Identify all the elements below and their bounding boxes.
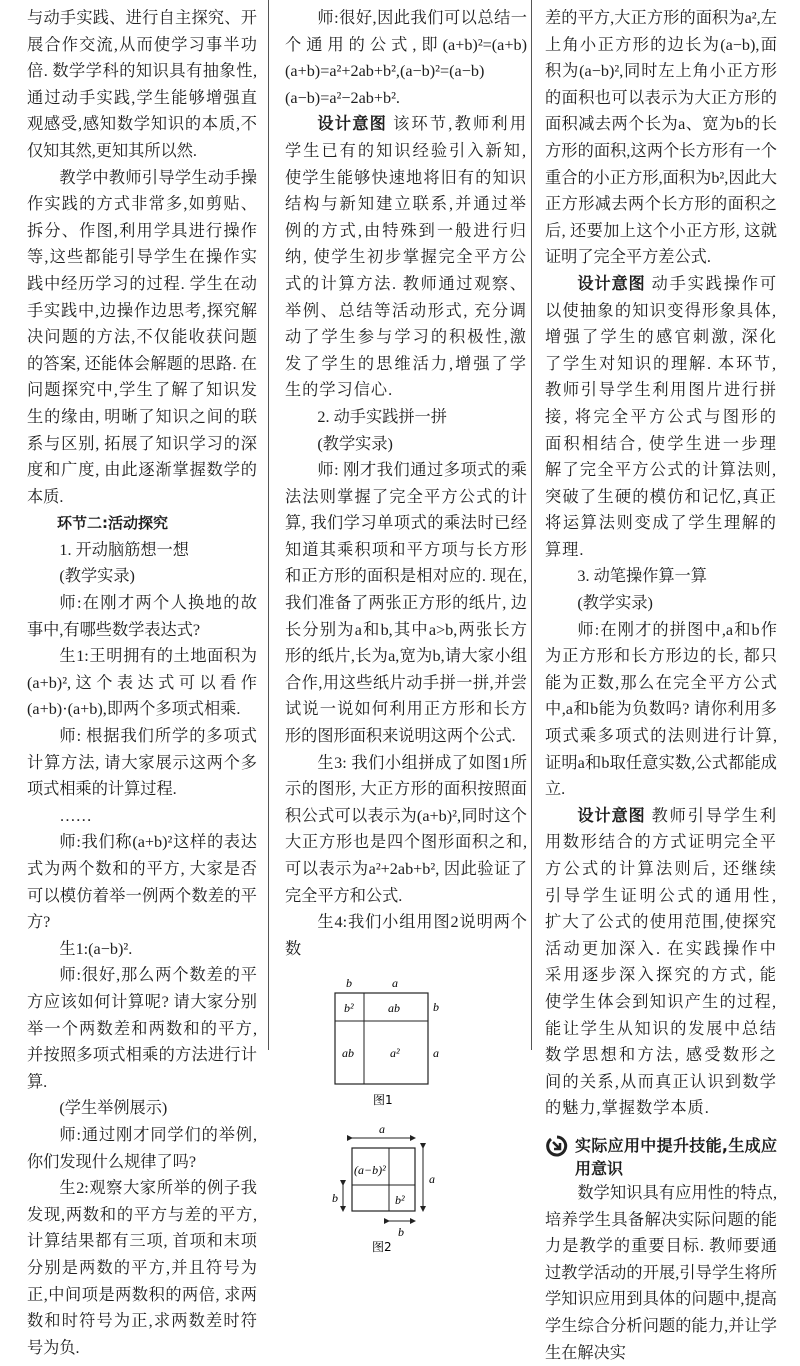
paragraph: 师:很好,因此我们可以总结一个通用的公式,即(a+b)²=(a+b)(a+b)=a²+2ab+b²,(a−b)²=(a−b)(a−b)=a²−2ab+b².: [285, 9, 527, 107]
paragraph: 数学知识具有应用性的特点,培养学生具备解决实际问题的能力是教学的重要目标. 教师要通过教学活动的开展,引导学生将所学知识应用到具体的问题中,提高学生综合分析问题的能力,并让学生在解决实: [545, 1183, 777, 1362]
fig1-cell-ab-left: ab: [342, 1046, 354, 1061]
fig2-caption: 图2: [372, 1240, 392, 1255]
design-intent: [545, 803, 777, 1122]
paragraph: 师:在刚才两个人换地的故事中,有哪些数学表达式?: [27, 594, 257, 639]
figure-1: [320, 972, 450, 1112]
design-intent-label: 设计意图: [577, 273, 646, 293]
design-intent: [545, 271, 777, 564]
paragraph: 生1:(a−b)².: [59, 939, 133, 958]
design-intent-text: 教师引导学生利用数形结合的方式证明完全平方公式的计算法则后, 还继续引导学生证明公式的通用性, 扩大了公式的使用范围,使探究活动更加深入. 在实践操作中采用逐步深入探究的方式, 能使学生体会到知识产生的过程, 能让学生从知识的发展中总结数学思想和方法, 感受数形之间的关系,从而真正认识到数学的魅力,掌握数学本质.: [545, 806, 778, 1118]
fig2-label-bottom-b: b: [398, 1225, 404, 1240]
paragraph: 师:在刚才的拼图中,a和b作为正方形和长方形边的长, 都只能为正数,那么在完全平方公式中,a和b能为负数吗? 请你利用多项式乘多项式的法则进行计算, 证明a和b取任意实数,公式都能成立.: [545, 620, 777, 799]
column-3: [545, 5, 777, 1366]
fig1-cell-a2: a²: [390, 1046, 400, 1061]
ellipsis: ……: [59, 806, 92, 825]
paragraph: 师:通过刚才同学们的举例,你们发现什么规律了吗?: [27, 1125, 257, 1171]
fig1-label-top-b: b: [346, 976, 352, 991]
design-intent-label: 设计意图: [577, 805, 646, 825]
paragraph: 与动手实践、进行自主探究、开展合作交流,从而使学习事半功倍. 数学学科的知识具有抽象性, 通过动手实践,学生能够增强直观感受,感知数学知识的本质,不仅知其然,更知其所以然.: [27, 9, 257, 160]
fig1-label-right-b: b: [433, 1000, 439, 1015]
paragraph: 师:我们称(a+b)²这样的表达式为两个数和的平方, 大家是否可以模仿着举一例两个数差的平方?: [27, 833, 257, 932]
design-intent-text: 动手实践操作可以使抽象的知识变得形象具体, 增强了学生的感官刺激, 深化了学生对知识的理解. 本环节,教师引导学生利用图片进行拼接, 将完全平方公式与图形的面积相结合, 使学生进一步理解了完全平方公式的计算法则,突破了生硬的模仿和记忆,真正将运算法则变成了学生理解的算理.: [545, 274, 778, 559]
fig1-label-top-a: a: [392, 976, 398, 991]
fig2-label-top-a: a: [379, 1122, 385, 1137]
section-title: [545, 1134, 777, 1180]
fig2-label-left-b: b: [332, 1191, 338, 1206]
design-intent-label: 设计意图: [317, 114, 388, 134]
column-2: [285, 5, 527, 1256]
paragraph: (学生举例展示): [59, 1099, 168, 1118]
fig2-cell-amb2: (a−b)²: [354, 1163, 386, 1178]
record-label: (教学实录): [577, 594, 653, 613]
design-intent-text: 该环节,教师利用学生已有的知识经验引入新知, 使学生能够快速地将旧有的知识结构与新知建立联系,并通过举例的方式,由特殊到一般进行归纳, 使学生初步掌握完全平方公式的计算方法. 教师通过观察、举例、总结等活动形式, 充分调动了学生参与学习的积极性,激发了学生的思维活力,增强了学生的学习信心.: [285, 115, 528, 400]
fig2-label-right-a: a: [429, 1172, 435, 1187]
record-label: (教学实录): [317, 434, 393, 453]
paragraph: 师:很好,那么两个数差的平方应该如何计算呢? 请大家分别举一个两数差和两数和的平方, 并按照多项式相乘的方法进行计算.: [27, 966, 257, 1091]
paragraph: 教学中教师引导学生动手操作实践的方式非常多,如剪贴、拆分、作图,利用学具进行操作等,这些都能引导学生在操作实践中经历学习的过程. 学生在动手实践中,边操作边思考,探究解决问题的方法,不仅能收获问题的答案, 还能体会解题的思路. 在问题探究中,学生了解了知识发生的缘由, 明晰了知识之间的联系与区别, 拓展了知识学习的深度和广度, 由此逐渐掌握数学的本质.: [27, 168, 257, 506]
column-1: [27, 5, 257, 1361]
paragraph: 生1:王明拥有的土地面积为(a+b)²,这个表达式可以看作(a+b)·(a+b),即两个多项式相乘.: [27, 647, 257, 719]
column-divider: [268, 0, 269, 1050]
figure-2: [330, 1116, 450, 1256]
paragraph: 师: 刚才我们通过多项式的乘法法则掌握了完全平方公式的计算, 我们学习单项式的乘法时已经知道其乘积项和平方项与长方形和正方形的面积是相对应的. 现在,我们准备了两张正方形的纸片, 边长分别为a和b,其中a>b,两张长方形的纸片,长为a,宽为b,请大家小组合作,用这些纸片动手拼一拼,并尝试说一说如何利用正方形和长方形的图形面积来说明这两个公式.: [285, 461, 527, 746]
record-label: (教学实录): [59, 567, 135, 586]
subheading: 2. 动手实践拼一拼: [317, 407, 447, 426]
design-intent: [285, 111, 527, 404]
fig1-cell-ab-top: ab: [388, 1001, 400, 1016]
paragraph: 师: 根据我们所学的多项式计算方法, 请大家展示这两个多项式相乘的计算过程.: [27, 727, 257, 799]
fig1-caption: 图1: [373, 1093, 393, 1108]
paragraph: 差的平方,大正方形的面积为a²,左上角小正方形的边长为(a−b),面积为(a−b)²,同时左上角小正方形的面积也可以表示为大正方形的面积减去两个长为a、宽为b的长方形的面积,这两个长方形有一个重合的小正方形,面积为b²,因此大正方形减去两个长方形的面积之后, 还要加上这个小正方形, 这就证明了完全平方差公式.: [545, 9, 777, 267]
fig2-cell-b2: b²: [395, 1193, 405, 1208]
fig1-label-right-a: a: [433, 1046, 439, 1061]
fig1-cell-b2: b²: [344, 1001, 354, 1016]
paragraph: 生3: 我们小组拼成了如图1所示的图形, 大正方形的面积按照面积公式可以表示为(a+b)²,同时这个大正方形也是四个图形面积之和,可以表示为a²+2ab+b², 因此验证了完全平方和公式.: [285, 753, 527, 905]
paragraph: 生2:观察大家所举的例子我发现,两数和的平方与差的平方,计算结果都有三项, 首项和末项分别是两数的平方,并且符号为正,中间项是两数积的两倍, 求两数和时符号为正,求两数差时符号为负.: [27, 1179, 257, 1357]
arrow-circle-icon: [545, 1134, 569, 1158]
subheading: 1. 开动脑筋想一想: [59, 540, 189, 559]
fig2-outer-square: [352, 1148, 415, 1211]
column-divider: [531, 0, 532, 1050]
paragraph: 生4:我们小组用图2说明两个数: [285, 913, 527, 958]
section-title-text: 实际应用中提升技能,生成应用意识: [575, 1135, 777, 1178]
subheading: 3. 动笔操作算一算: [577, 567, 707, 586]
section-heading: 环节二:活动探究: [57, 514, 168, 533]
